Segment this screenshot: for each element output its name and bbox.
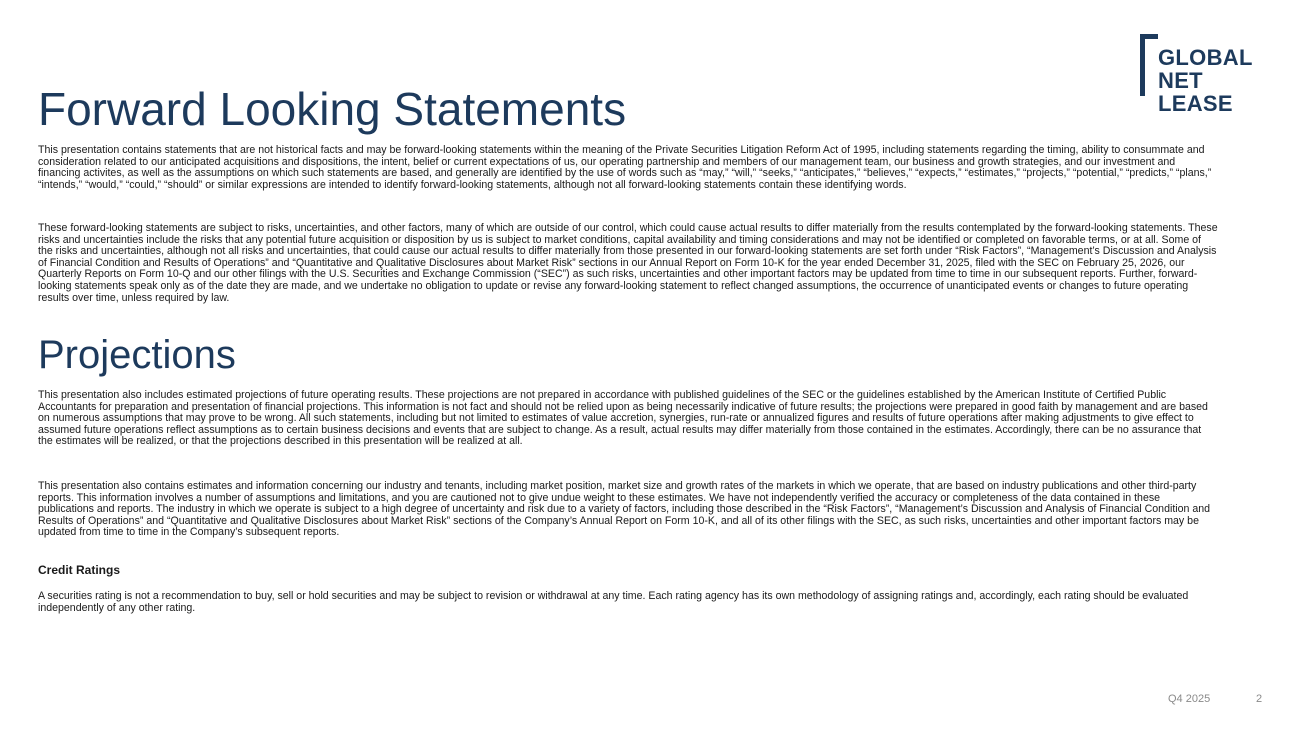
- logo-bracket-vertical: [1140, 34, 1145, 96]
- page-number: 2: [1256, 693, 1263, 705]
- forward-looking-paragraph-1: This presentation contains statements that are not historical facts and may be forward-looking statements within the meaning of the Private Securities Litigation Reform Act of 1995, including statements regarding the timing, ability to consummate and consideration related to our anticipated acquisitions and dispositions, the intent, belief or current expectations of us, our operating partnership and members of our management team, our business and growth strategies, and our investment and financing activites, as well as the assumptions on which such statements are based, and generally are identified by the use of words such as “may,” “will,” “seeks,” “anticipates,” “believes,” “expects,” “estimates,” “projects,” “potential,” “predicts,” “plans,” “intends,” “would,” “could,” “should” or similar expressions are intended to identify forward-looking statements, although not all forward-looking statements contain these identifying words.: [38, 144, 1212, 191]
- logo-line-global: GLOBAL: [1158, 45, 1253, 70]
- forward-looking-statements-title: Forward Looking Statements: [38, 83, 627, 135]
- credit-ratings-heading: Credit Ratings: [38, 563, 121, 577]
- projections-paragraph-2: This presentation also contains estimates and information concerning our industry and tenants, including market position, market size and growth rates of the markets in which we operate, that are based on industry publications and other third-party reports. This information involves a number of assumptions and limitations, and you are cautioned not to give undue weight to these estimates. We have not independently verified the accuracy or completeness of the data contained in these publications and reports. The industry in which we operate is subject to a high degree of uncertainty and risk due to a variety of factors, including those described in the “Risk Factors”, “Management’s Discussion and Analysis of Financial Condition and Results of Operations” and “Quantitative and Qualitative Disclosures about Market Risk” sections of the Company’s Annual Report on Form 10-K, and all of its other filings with the SEC, as such risks, uncertainties and other important factors may be updated from time to time in the Company’s subsequent reports.: [38, 480, 1211, 539]
- logo-text: [1158, 46, 1253, 115]
- credit-ratings-paragraph: A securities rating is not a recommendation to buy, sell or hold securities and may be subject to revision or withdrawal at any time. Each rating agency has its own methodology of assigning ratings and, accordingly, each rating should be evaluated independently of any other rating.: [38, 590, 1189, 614]
- forward-looking-paragraph-2: These forward-looking statements are subject to risks, uncertainties, and other factors, many of which are outside of our control, which could cause actual results to differ materially from the results contemplated by the forward-looking statements. These risks and uncertainties include the risks that any potential future acquisition or disposition by us is subject to market conditions, capital availability and timing considerations and may not be identified or completed on favorable terms, or at all. Some of the risks and uncertainties, although not all risks and uncertainties, that could cause our actual results to differ materially from those presented in our forward-looking statements are set forth under “Risk Factors”, “Management’s Discussion and Analysis of Financial Condition and Results of Operations” and “Quantitative and Qualitative Disclosures about Market Risk” sections in our Annual Report on Form 10-K for the year ended December 31, 2025, filed with the SEC on February 25, 2026, our Quarterly Reports on Form 10-Q and our other filings with the U.S. Securities and Exchange Commission (“SEC”) as such risks, uncertainties and other important factors may be updated from time to time in our subsequent reports. Further, forward-looking statements speak only as of the date they are made, and we undertake no obligation to update or revise any forward-looking statement to reflect changed assumptions, the occurrence of unanticipated events or changes to future operating results over time, unless required by law.: [38, 222, 1218, 304]
- logo-line-lease: LEASE: [1158, 91, 1233, 116]
- projections-paragraph-1: This presentation also includes estimated projections of future operating results. These projections are not prepared in accordance with published guidelines of the SEC or the guidelines established by the American Institute of Certified Public Accountants for preparation and presentation of financial projections. This information is not fact and should not be relied upon as being necessarily indicative of future results; the projections were prepared in good faith by management and are based on numerous assumptions that may prove to be wrong. All such statements, including but not limited to estimates of value accretion, synergies, run-rate or annualized figures and results of future operations after making adjustments to give effect to assumed future operations reflect assumptions as to certain business decisions and events that are subject to change. As a result, actual results may differ materially from those contained in the estimates. Accordingly, there can be no assurance that the estimates will be realized, or that the projections described in this presentation will be realized at all.: [38, 389, 1208, 448]
- logo-line-net: NET: [1158, 68, 1203, 93]
- global-net-lease-logo: [1140, 34, 1265, 124]
- logo-bracket-top: [1140, 34, 1158, 39]
- projections-title: Projections: [38, 333, 236, 377]
- footer-period: Q4 2025: [1168, 693, 1211, 705]
